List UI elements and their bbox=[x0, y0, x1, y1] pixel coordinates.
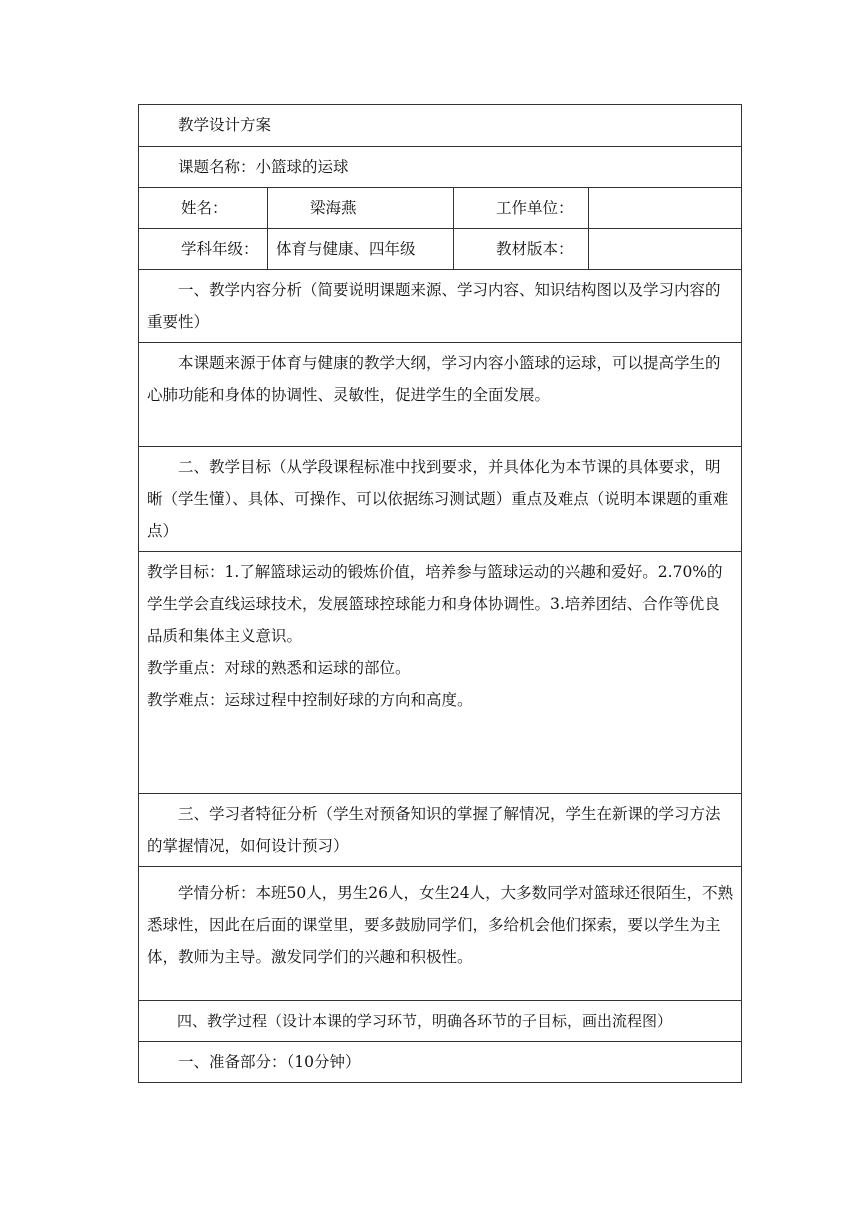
topic-label: 课题名称： bbox=[178, 158, 256, 176]
table-title: 教学设计方案 bbox=[178, 116, 272, 134]
section-3-heading-row bbox=[139, 793, 741, 866]
textbook-version-value bbox=[588, 229, 741, 269]
section-2-content-row bbox=[139, 551, 741, 793]
section-4-heading: 四、教学过程（设计本课的学习环节，明确各环节的子目标，画出流程图） bbox=[177, 1012, 673, 1030]
section-2-heading: 二、教学目标（从学段课程标准中找到要求，并具体化为本节课的具体要求，明晰（学生懂）、具体、可操作、可以依据练习测试题）重点及难点（说明本课题的重难点） bbox=[147, 458, 729, 540]
section-2-heading-row bbox=[139, 446, 741, 551]
name-value: 梁海燕 bbox=[267, 188, 453, 228]
topic-value: 小篮球的运球 bbox=[255, 158, 349, 176]
topic-row bbox=[139, 146, 741, 187]
teaching-difficulty: 教学难点：运球过程中控制好球的方向和高度。 bbox=[147, 691, 473, 709]
textbook-version-label: 教材版本： bbox=[453, 229, 588, 269]
section-3-content: 学情分析：本班50人，男生26人，女生24人，大多数同学对篮球还很陌生，不熟悉球性，因此在后面的课堂里，要多鼓励同学们，多给机会他们探索，要以学生为主体，教师为主导。激发同学们的兴趣和积极性。 bbox=[147, 884, 734, 966]
section-4-part-1: 一、准备部分：（10分钟） bbox=[178, 1053, 361, 1071]
lesson-design-table bbox=[138, 104, 742, 1083]
section-1-content-row bbox=[139, 342, 741, 446]
work-unit-value bbox=[588, 188, 741, 228]
work-unit-label: 工作单位： bbox=[453, 188, 588, 228]
name-label: 姓名： bbox=[181, 199, 228, 217]
section-3-content-row bbox=[139, 866, 741, 1000]
table-title-row bbox=[139, 105, 741, 146]
section-1-heading-row bbox=[139, 269, 741, 342]
info-row-name bbox=[139, 187, 741, 228]
teaching-key-point: 教学重点：对球的熟悉和运球的部位。 bbox=[147, 659, 411, 677]
section-1-content: 本课题来源于体育与健康的教学大纲，学习内容小篮球的运球，可以提高学生的心肺功能和身体的协调性、灵敏性，促进学生的全面发展。 bbox=[147, 354, 721, 404]
teaching-objectives: 教学目标：1.了解篮球运动的锻炼价值，培养参与篮球运动的兴趣和爱好。2.70%的学生学会直线运球技术，发展篮球控球能力和身体协调性。3.培养团结、合作等优良品质和集体主义意识。 bbox=[147, 563, 723, 645]
grade-value: 体育与健康、四年级 bbox=[267, 229, 453, 269]
section-4-part-1-row bbox=[139, 1041, 741, 1082]
info-row-grade bbox=[139, 228, 741, 269]
section-3-heading: 三、学习者特征分析（学生对预备知识的掌握了解情况，学生在新课的学习方法的掌握情况，如何设计预习） bbox=[147, 805, 721, 855]
grade-label: 学科年级： bbox=[181, 240, 259, 258]
section-4-heading-row bbox=[139, 1000, 741, 1041]
section-1-heading: 一、教学内容分析（简要说明课题来源、学习内容、知识结构图以及学习内容的重要性） bbox=[147, 281, 721, 331]
